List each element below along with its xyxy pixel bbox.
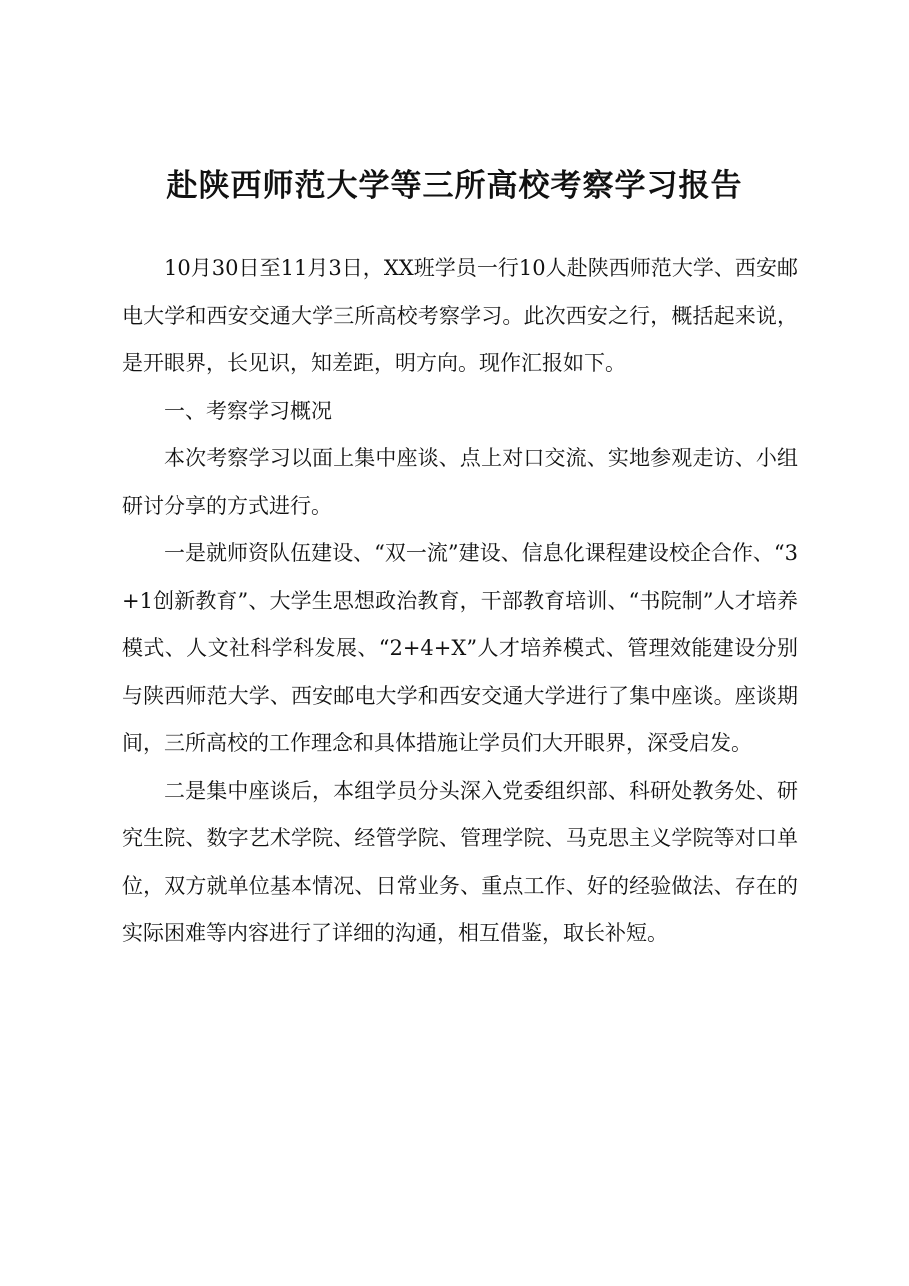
document-body bbox=[122, 245, 798, 958]
paragraph-second-point: 二是集中座谈后，本组学员分头深入党委组织部、科研处教务处、研究生院、数字艺术学院、经管学院、管理学院、马克思主义学院等对口单位，双方就单位基本情况、日常业务、重点工作、好的经验做法、存在的实际困难等内容进行了详细的沟通，相互借鉴，取长补短。 bbox=[122, 778, 798, 945]
document-title: 赴陕西师范大学等三所高校考察学习报告 bbox=[166, 168, 743, 204]
paragraph-methods: 本次考察学习以面上集中座谈、点上对口交流、实地参观走访、小组研讨分享的方式进行。 bbox=[122, 446, 798, 518]
section-heading-overview: 一、考察学习概况 bbox=[164, 398, 332, 423]
paragraph-first-point: 一是就师资队伍建设、“双一流”建设、信息化课程建设校企合作、“3+1创新教育”、大学生思想政治教育，干部教育培训、“书院制”人才培养模式、人文社科学科发展、“2+4+X”人才培养模式、管理效能建设分别与陕西师范大学、西安邮电大学和西安交通大学进行了集中座谈。座谈期间，三所高校的工作理念和具体措施让学员们大开眼界，深受启发。 bbox=[122, 541, 798, 755]
paragraph-intro: 10月30日至11月3日，XX班学员一行10人赴陕西师范大学、西安邮电大学和西安交通大学三所高校考察学习。此次西安之行，概括起来说，是开眼界，长见识，知差距，明方向。现作汇报如下。 bbox=[122, 256, 798, 375]
